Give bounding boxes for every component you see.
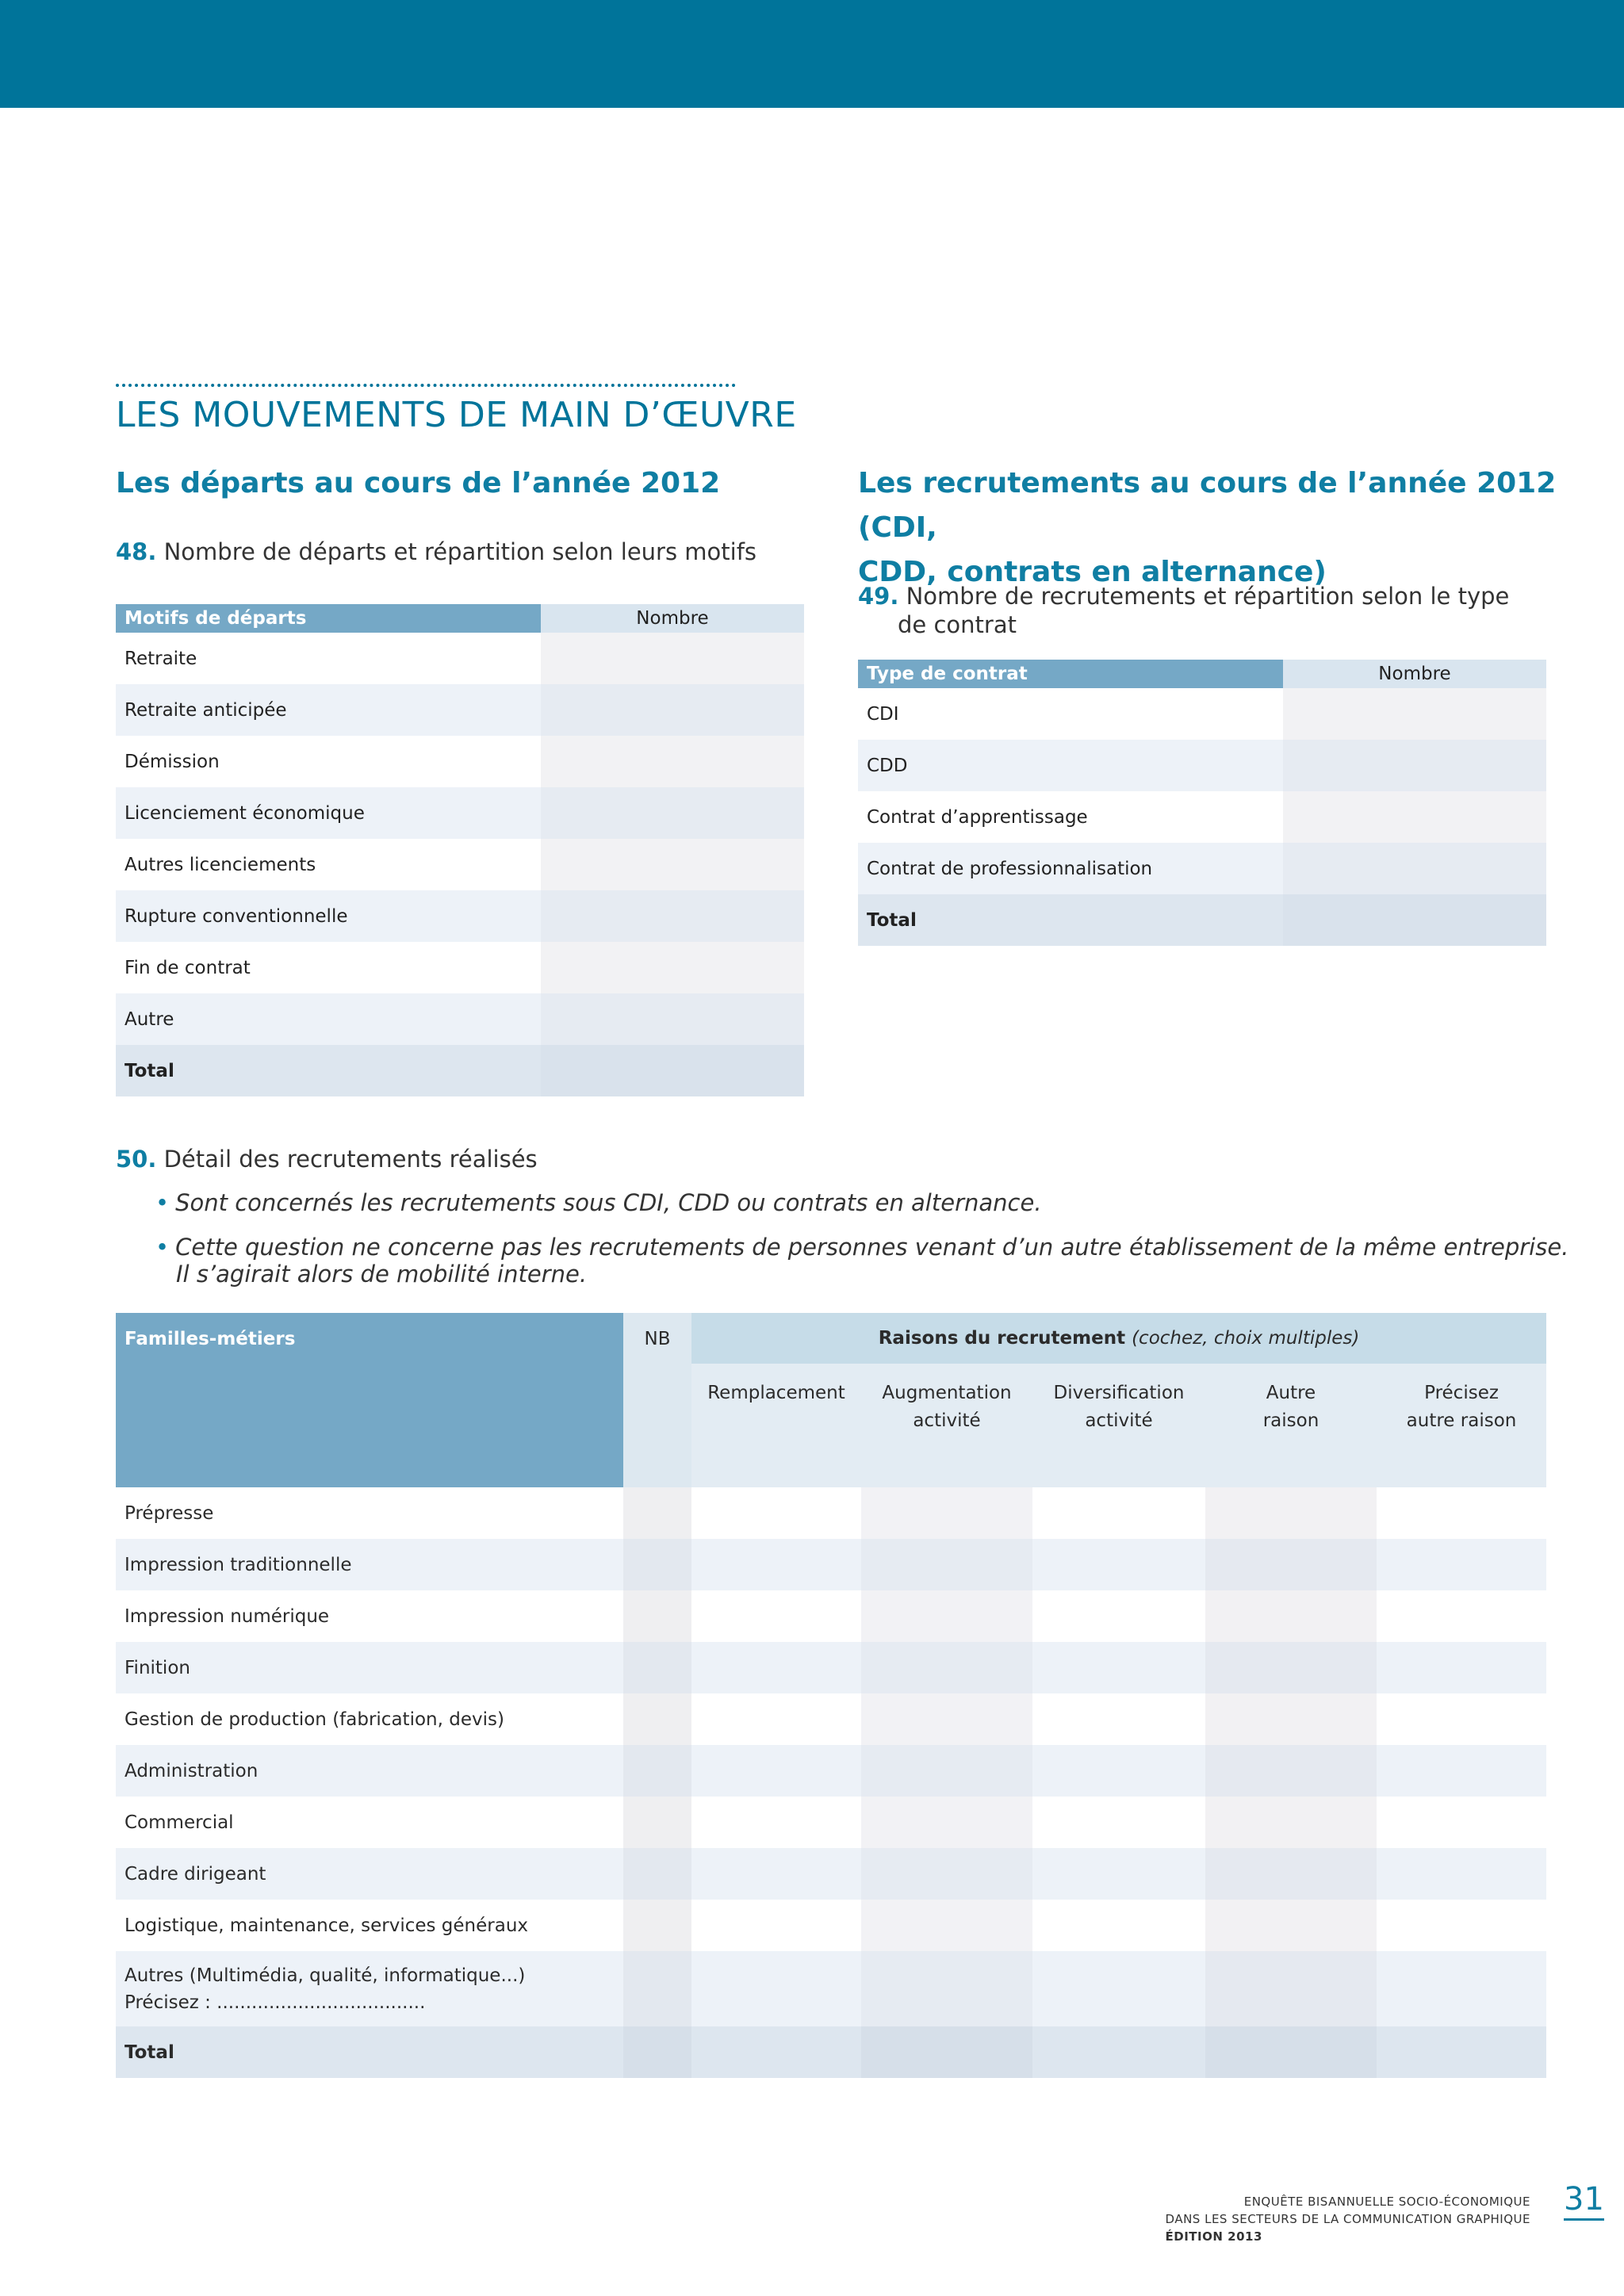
col-header-precisez [1377,1364,1546,1487]
table-row [116,1487,1546,1539]
sub-header-text: raison [1262,1410,1320,1431]
recrutements-title [858,461,1624,595]
bullet-icon: • [155,1234,170,1261]
reason-checkbox-cell[interactable] [861,1951,1032,2026]
row-label: Retraite anticipée [116,684,541,736]
reason-checkbox-cell[interactable] [861,1693,1032,1745]
reason-checkbox-cell[interactable] [861,2026,1032,2078]
sub-header-text: Diversification [1053,1383,1185,1403]
reason-checkbox-cell[interactable] [861,1642,1032,1693]
reason-checkbox-cell[interactable] [1032,2026,1205,2078]
departs-title: Les départs au cours de l’année 2012 [116,467,721,499]
question-text: Nombre de départs et répartition selon leurs motifs [163,538,757,565]
table-row [116,839,804,890]
row-label: CDI [858,688,1283,740]
reason-checkbox-cell[interactable] [691,1642,861,1693]
table-row [116,1797,1546,1848]
nb-input-cell[interactable] [623,2026,691,2078]
reason-checkbox-cell[interactable] [861,1745,1032,1797]
precisez-input-cell[interactable] [1377,1951,1546,2026]
col-header-augmentation [861,1364,1032,1487]
nombre-input-cell[interactable] [541,633,804,684]
reason-checkbox-cell[interactable] [861,1590,1032,1642]
nb-input-cell[interactable] [623,1900,691,1951]
nombre-input-cell[interactable] [1283,740,1546,791]
col-header-remplacement [691,1364,861,1487]
precisez-input-cell[interactable] [1377,1900,1546,1951]
reason-checkbox-cell[interactable] [1205,1745,1377,1797]
recrutements-title-line1: Les recrutements au cours de l’année 2012 (CDI, [858,467,1557,544]
col-header-diversification [1032,1364,1205,1487]
sub-header-text: activité [913,1410,981,1431]
total-row [116,2026,1546,2078]
precisez-input-cell[interactable] [1377,2026,1546,2078]
footer-edition: ÉDITION 2013 [1165,2229,1262,2244]
reason-checkbox-cell[interactable] [1032,1951,1205,2026]
reason-checkbox-cell[interactable] [1205,1693,1377,1745]
nombre-input-cell[interactable] [541,942,804,993]
top-header-band [0,0,1624,108]
recrutements-table [858,660,1546,946]
detail-recrutements-table [116,1313,1546,2078]
question-number: 48. [116,538,157,565]
precisez-input-cell[interactable] [1377,1539,1546,1590]
nb-input-cell[interactable] [623,1539,691,1590]
reason-checkbox-cell[interactable] [1032,1487,1205,1539]
bullet-text: Cette question ne concerne pas les recrutements de personnes venant d’un autre établissement de la même entreprise. [175,1234,1569,1261]
question-48 [116,538,756,566]
col-header-type: Type de contrat [858,660,1283,688]
nombre-input-cell[interactable] [541,684,804,736]
row-label: Rupture conventionnelle [116,890,541,942]
autres-label: Autres (Multimédia, qualité, informatique...) [124,1965,526,1986]
row-label: Autres licenciements [116,839,541,890]
row-label: Logistique, maintenance, services généraux [116,1900,623,1951]
section-divider [116,384,736,387]
table-row [116,1693,1546,1745]
reason-checkbox-cell[interactable] [691,1900,861,1951]
col-header-autre-raison [1205,1364,1377,1487]
nombre-input-cell[interactable] [541,993,804,1045]
table-row [858,740,1546,791]
reason-checkbox-cell[interactable] [691,1539,861,1590]
recrutements-title-line2: CDD, contrats en alternance) [858,556,1327,588]
nb-input-cell[interactable] [623,1797,691,1848]
reason-checkbox-cell[interactable] [691,1487,861,1539]
nb-input-cell[interactable] [623,1848,691,1900]
nb-input-cell[interactable] [623,1642,691,1693]
row-label: Licenciement économique [116,787,541,839]
sub-header-text: autre raison [1406,1410,1517,1431]
row-label: Gestion de production (fabrication, devis) [116,1693,623,1745]
nombre-input-cell[interactable] [1283,688,1546,740]
nombre-input-cell[interactable] [541,839,804,890]
row-label: Contrat de professionnalisation [858,843,1283,894]
reason-checkbox-cell[interactable] [1205,1539,1377,1590]
reason-checkbox-cell[interactable] [1032,1900,1205,1951]
row-label: Fin de contrat [116,942,541,993]
row-label-autres [116,1951,623,2026]
sub-header-text: activité [1085,1410,1153,1431]
reason-checkbox-cell[interactable] [861,1539,1032,1590]
table-row [116,1900,1546,1951]
question-text: Détail des recrutements réalisés [163,1146,538,1173]
reason-checkbox-cell[interactable] [1032,1745,1205,1797]
table-row [116,1745,1546,1797]
question-49 [858,582,1509,639]
total-label: Total [858,894,1283,946]
question-50 [116,1145,538,1173]
reason-checkbox-cell[interactable] [691,2026,861,2078]
table-row [116,1590,1546,1642]
reason-checkbox-cell[interactable] [1205,1590,1377,1642]
bullet-icon: • [155,1189,170,1216]
col-header-nombre: Nombre [541,604,804,633]
precisez-label: Précisez : .................................... [124,1992,426,2013]
reason-checkbox-cell[interactable] [691,1745,861,1797]
nombre-input-cell[interactable] [541,787,804,839]
table-row [858,791,1546,843]
precisez-input-cell[interactable] [1377,1590,1546,1642]
col-header-raisons [691,1313,1546,1364]
row-label: Finition [116,1642,623,1693]
row-label: Retraite [116,633,541,684]
row-label: Impression traditionnelle [116,1539,623,1590]
nb-input-cell[interactable] [623,1590,691,1642]
col-header-nombre: Nombre [1283,660,1546,688]
table-row [858,688,1546,740]
reason-checkbox-cell[interactable] [691,1797,861,1848]
table-row [116,684,804,736]
row-label: Administration [116,1745,623,1797]
reason-checkbox-cell[interactable] [1032,1693,1205,1745]
table-row [116,736,804,787]
precisez-input-cell[interactable] [1377,1642,1546,1693]
precisez-input-cell[interactable] [1377,1797,1546,1848]
sub-header-text: Autre [1266,1383,1316,1403]
reason-checkbox-cell[interactable] [1205,1642,1377,1693]
total-label: Total [116,2026,623,2078]
reason-checkbox-cell[interactable] [861,1797,1032,1848]
reason-checkbox-cell[interactable] [1205,2026,1377,2078]
precisez-input-cell[interactable] [1377,1848,1546,1900]
table-row [116,787,804,839]
footer [1166,2193,1530,2245]
section-title: LES MOUVEMENTS DE MAIN D’ŒUVRE [116,395,797,435]
bullet-text: Sont concernés les recrutements sous CDI, CDD ou contrats en alternance. [175,1189,1042,1216]
row-label: CDD [858,740,1283,791]
reason-checkbox-cell[interactable] [861,1848,1032,1900]
row-label: Impression numérique [116,1590,623,1642]
bullet-text-cont: Il s’agirait alors de mobilité interne. [176,1261,588,1288]
reason-checkbox-cell[interactable] [861,1487,1032,1539]
bullet-note [155,1234,1568,1261]
total-input-cell[interactable] [541,1045,804,1096]
reason-checkbox-cell[interactable] [1205,1951,1377,2026]
table-row [116,993,804,1045]
col-header-motifs: Motifs de départs [116,604,541,633]
row-label: Commercial [116,1797,623,1848]
total-label: Total [116,1045,541,1096]
table-row [116,890,804,942]
question-text-cont: de contrat [898,611,1017,638]
bullet-note [155,1189,1042,1216]
sub-header-text: Augmentation [882,1383,1012,1403]
table-row [116,1951,1546,2026]
page-number: 31 [1564,2182,1604,2221]
precisez-input-cell[interactable] [1377,1693,1546,1745]
row-label: Cadre dirigeant [116,1848,623,1900]
table-row [116,1539,1546,1590]
row-label: Autre [116,993,541,1045]
reason-checkbox-cell[interactable] [691,1951,861,2026]
total-input-cell[interactable] [1283,894,1546,946]
total-row [858,894,1546,946]
col-header-nb: NB [623,1313,691,1487]
raisons-label: Raisons du recrutement [878,1327,1126,1349]
reason-checkbox-cell[interactable] [1032,1590,1205,1642]
reason-checkbox-cell[interactable] [1205,1487,1377,1539]
reason-checkbox-cell[interactable] [1032,1797,1205,1848]
nb-input-cell[interactable] [623,1745,691,1797]
footer-line: ENQUÊTE BISANNUELLE SOCIO-ÉCONOMIQUE [1243,2195,1530,2209]
table-row [116,1642,1546,1693]
table-row [116,1848,1546,1900]
departs-table [116,604,804,1096]
reason-checkbox-cell[interactable] [1205,1797,1377,1848]
reason-checkbox-cell[interactable] [1032,1848,1205,1900]
row-label: Prépresse [116,1487,623,1539]
table-row [116,633,804,684]
nombre-input-cell[interactable] [1283,791,1546,843]
reason-checkbox-cell[interactable] [1032,1642,1205,1693]
question-number: 50. [116,1146,157,1173]
nombre-input-cell[interactable] [1283,843,1546,894]
table-row [116,942,804,993]
nb-input-cell[interactable] [623,1951,691,2026]
question-number: 49. [858,583,899,610]
row-label: Contrat d’apprentissage [858,791,1283,843]
raisons-note: (cochez, choix multiples) [1132,1327,1360,1349]
precisez-input-cell[interactable] [1377,1745,1546,1797]
nb-input-cell[interactable] [623,1693,691,1745]
nb-input-cell[interactable] [623,1487,691,1539]
reason-checkbox-cell[interactable] [1032,1539,1205,1590]
row-label: Démission [116,736,541,787]
reason-checkbox-cell[interactable] [861,1900,1032,1951]
col-header-familles: Familles-métiers [116,1313,623,1487]
sub-header-text: Remplacement [707,1383,845,1403]
sub-header-text: Précisez [1424,1383,1499,1403]
reason-checkbox-cell[interactable] [1205,1900,1377,1951]
footer-line: DANS LES SECTEURS DE LA COMMUNICATION GRAPHIQUE [1165,2212,1530,2226]
reason-checkbox-cell[interactable] [691,1693,861,1745]
table-row [858,843,1546,894]
question-text: Nombre de recrutements et répartition selon le type [906,583,1510,610]
reason-checkbox-cell[interactable] [691,1590,861,1642]
nombre-input-cell[interactable] [541,736,804,787]
precisez-input-cell[interactable] [1377,1487,1546,1539]
total-row [116,1045,804,1096]
nombre-input-cell[interactable] [541,890,804,942]
reason-checkbox-cell[interactable] [1205,1848,1377,1900]
reason-checkbox-cell[interactable] [691,1848,861,1900]
